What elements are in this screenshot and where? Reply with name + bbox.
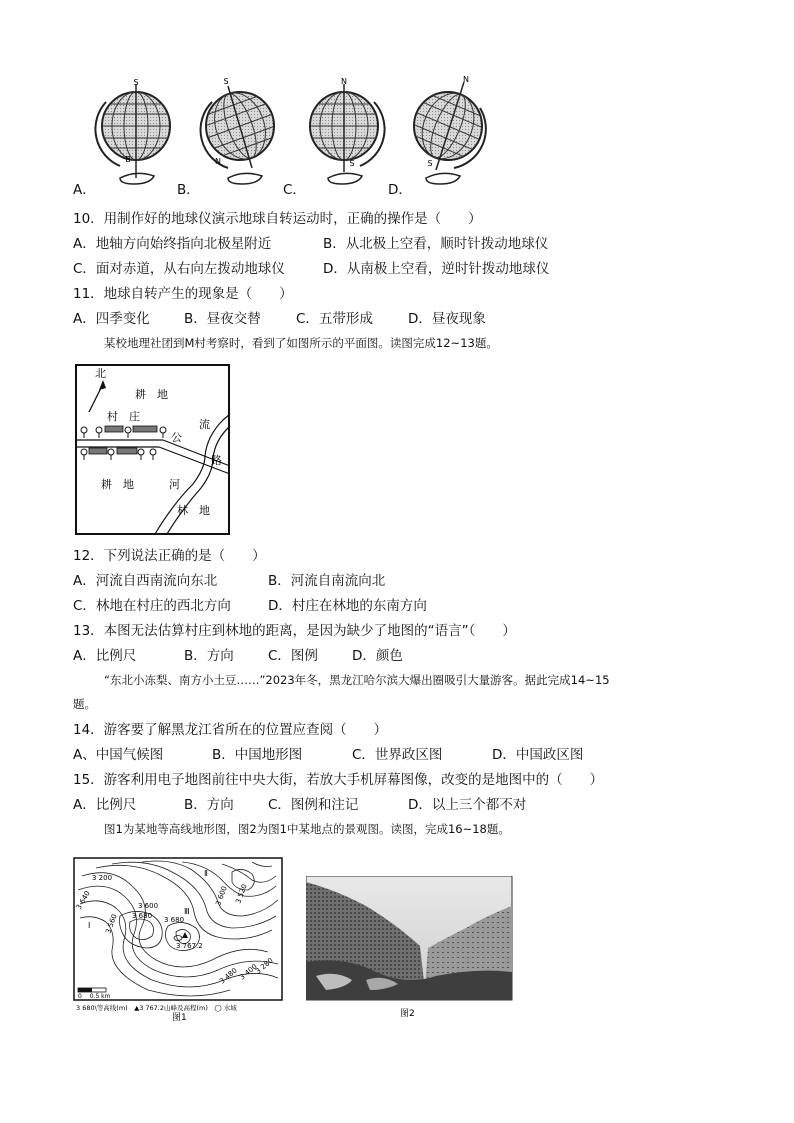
q13-option-c: C．图例 [268,648,318,664]
q13-option-a: A．比例尺 [73,648,137,664]
landscape-photo [306,876,516,1020]
q14-option-d: D．中国政区图 [492,747,584,763]
q15-stem: 15．游客利用电子地图前往中央大街，若放大手机屏幕图像，改变的是地图中的（ ） [73,772,604,788]
q11-option-b: B．昼夜交替 [184,311,261,327]
globe-a [95,84,170,184]
contour-caption: 图1 [172,1013,187,1022]
village-label: 村 庄 [107,410,140,423]
q11-option-a: A．四季变化 [73,311,150,327]
globe-c-top-label: N [341,77,347,86]
contour-label-3200: 3 200 [92,874,113,882]
intro-12-13: 某校地理社团到M村考察时，看到了如图所示的平面图。读图完成12~13题。 [104,336,498,350]
q15-option-a: A．比例尺 [73,797,137,813]
q10-option-a: A．地轴方向始终指向北极星附近 [73,236,272,252]
road-label-1: 公 [171,431,182,444]
intro-14-15-line2: 题。 [73,697,96,711]
contour-label-3680: 3 680 [132,912,153,920]
contour-map [72,856,286,1022]
q10-option-c: C．面对赤道，从右向左拨动地球仪 [73,261,285,277]
farmland-bottom-label: 耕 地 [101,478,134,491]
globe-a-bottom-label: B [125,155,131,164]
q15-option-c: C．图例和注记 [268,797,359,813]
contour-legend: 3 680\等高线(m) ▲3 767.2山峰及高程(m) ◯ 水域 [76,1004,237,1012]
farmland-top-label: 耕 地 [135,388,168,401]
q14-option-b: B．中国地形图 [212,747,303,763]
contour-label-3640: 3 640 [74,889,92,911]
contour-label-peak: 3 767.2 [176,942,203,950]
globe-c [310,84,385,184]
contour-label-3400: 3 400 [238,962,259,982]
river-label-1: 流 [199,418,210,431]
q13-option-d: D．颜色 [352,648,403,664]
contour-label-3560: 3 560 [104,913,119,935]
q9-option-a: A． [73,182,96,198]
intro-14-15-line1: “东北小冻梨、南方小土豆……”2023年冬，黑龙江哈尔滨大爆出圈吸引大量游客。据此完成14~15 [104,673,610,687]
q14-option-a: A、中国气候图 [73,747,164,763]
q14-stem: 14．游客要了解黑龙江省所在的位置应查阅（ ） [73,722,388,738]
contour-label-3520: 3 520 [234,883,249,905]
north-label: 北 [95,367,106,380]
contour-label-3280: 3 280 [254,956,275,976]
globe-c-bottom-label: S [349,159,355,168]
contour-mark-3: Ⅲ [184,907,190,916]
globe-a-top-label: S [133,78,139,87]
q11-stem: 11．地球自转产生的现象是（ ） [73,286,293,302]
globe-b [196,82,283,184]
globe-d-top-label: N [463,75,469,84]
q15-option-b: B．方向 [184,797,234,813]
contour-scale-label: 0 0.5 km [78,993,111,1000]
contour-mark-2: Ⅱ [204,869,208,878]
q13-option-b: B．方向 [184,648,234,664]
photo-caption: 图2 [400,1009,415,1019]
contour-label-3600b: 3 600 [214,885,229,907]
q12-stem: 12．下列说法正确的是（ ） [73,548,266,564]
q12-option-a: A．河流自西南流向东北 [73,573,218,589]
q12-option-b: B．河流自南流向北 [268,573,386,589]
q10-option-b: B．从北极上空看，顺时针拨动地球仪 [323,236,549,252]
q11-option-c: C．五带形成 [296,311,373,327]
q9-option-c: C． [283,182,306,198]
q12-option-d: D．村庄在林地的东南方向 [268,598,427,614]
globe-figure [90,72,510,194]
contour-mark-1: Ⅰ [88,921,91,930]
globe-d [403,81,492,184]
q10-stem: 10．用制作好的地球仪演示地球自转运动时，正确的操作是（ ） [73,211,482,227]
q13-stem: 13．本图无法估算村庄到林地的距离，是因为缺少了地图的“语言”（ ） [73,623,516,639]
globe-b-bottom-label: N [215,157,221,166]
forest-label: 林 地 [177,504,210,517]
contour-label-3600: 3 600 [138,902,159,910]
q14-option-c: C．世界政区图 [352,747,443,763]
globe-b-top-label: S [223,77,229,86]
q9-option-d: D． [388,182,412,198]
q10-option-d: D．从南极上空看，逆时针拨动地球仪 [323,261,550,277]
contour-label-3680b: 3 680 [164,916,185,924]
road-label-2: 路 [211,454,222,467]
q12-option-c: C．林地在村庄的西北方向 [73,598,231,614]
contour-label-3480: 3 480 [218,966,239,986]
q9-option-b: B． [177,182,200,198]
intro-16-18: 图1为某地等高线地形图，图2为图1中某地点的景观图。读图，完成16~18题。 [104,822,510,836]
globe-d-bottom-label: S [427,159,433,168]
river-label-2: 河 [169,478,180,491]
village-map [75,364,231,536]
q15-option-d: D．以上三个都不对 [408,797,527,813]
q11-option-d: D．昼夜现象 [408,311,486,327]
